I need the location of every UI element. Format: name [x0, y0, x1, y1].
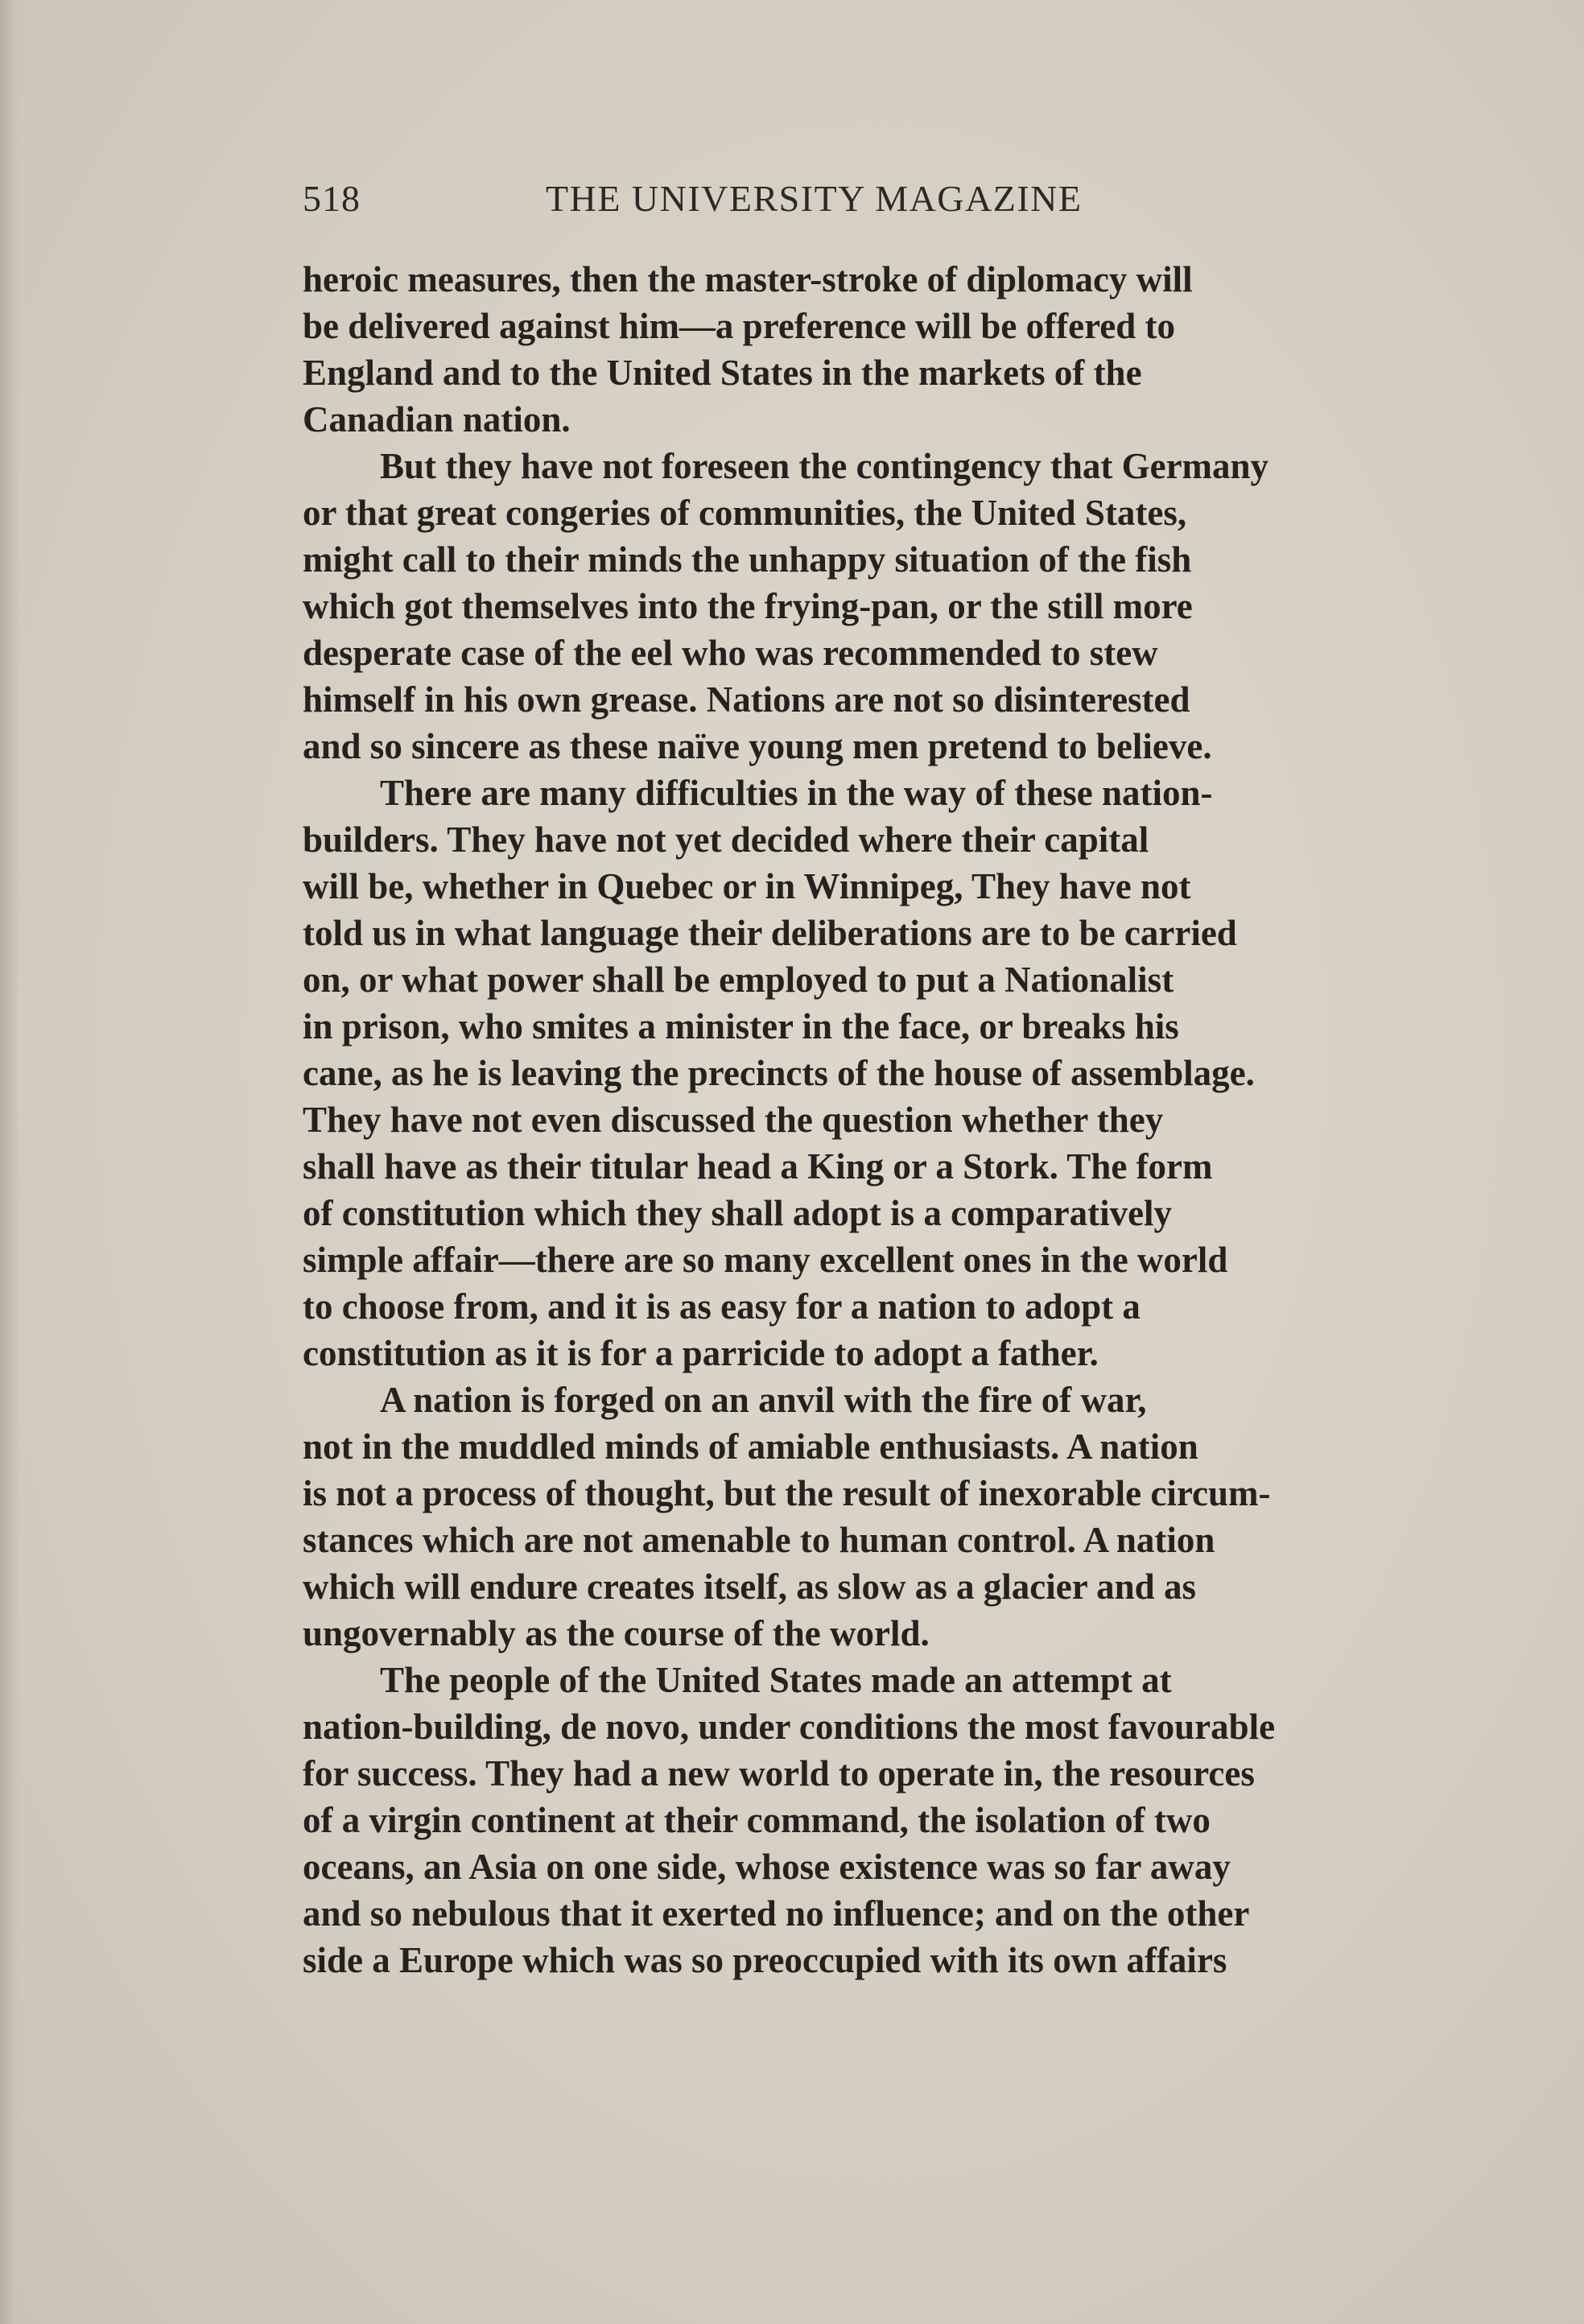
text-line: nation-building, de novo, under conditions the most favourable	[303, 1707, 1276, 1747]
paragraph-first-line: But they have not foreseen the contingency that Germany	[380, 446, 1269, 486]
page-number: 518	[303, 178, 361, 219]
text-line: will be, whether in Quebec or in Winnipeg, They have not	[303, 866, 1191, 906]
text-line: heroic measures, then the master-stroke of diplomacy will	[303, 259, 1193, 299]
text-line: Canadian nation.	[303, 399, 571, 440]
text-line: desperate case of the eel who was recommended to stew	[303, 633, 1158, 673]
text-line: told us in what language their deliberations are to be carried	[303, 913, 1237, 953]
text-line: constitution as it is for a parricide to adopt a father.	[303, 1333, 1099, 1373]
text-line: be delivered against him—a preference will be offered to	[303, 306, 1175, 346]
text-line: of a virgin continent at their command, the isolation of two	[303, 1800, 1211, 1840]
text-line: cane, as he is leaving the precincts of the house of assemblage.	[303, 1053, 1255, 1093]
paragraph-first-line: The people of the United States made an attempt at	[380, 1660, 1172, 1700]
text-line: which will endure creates itself, as slow as a glacier and as	[303, 1567, 1196, 1607]
running-title: THE UNIVERSITY MAGAZINE	[546, 178, 1083, 219]
text-line: or that great congeries of communities, the United States,	[303, 493, 1187, 533]
running-header	[303, 177, 1429, 225]
text-line: simple affair—there are so many excellent ones in the world	[303, 1240, 1228, 1280]
page-gutter-shadow	[0, 0, 19, 2324]
text-line: shall have as their titular head a King or a Stork. The form	[303, 1146, 1213, 1187]
text-line: side a Europe which was so preoccupied with its own affairs	[303, 1940, 1227, 1980]
text-line: England and to the United States in the markets of the	[303, 353, 1142, 393]
text-line: not in the muddled minds of amiable enthusiasts. A nation	[303, 1426, 1198, 1467]
text-line: might call to their minds the unhappy situation of the fish	[303, 539, 1192, 580]
text-line: on, or what power shall be employed to put a Nationalist	[303, 960, 1174, 1000]
text-line: of constitution which they shall adopt is a comparatively	[303, 1193, 1173, 1233]
text-line: ungovernably as the course of the world.	[303, 1613, 930, 1653]
text-line: stances which are not amenable to human control. A nation	[303, 1520, 1215, 1560]
text-line: is not a process of thought, but the result of inexorable circum-	[303, 1473, 1271, 1513]
text-line: which got themselves into the frying-pan, or the still more	[303, 586, 1193, 626]
paragraph-first-line: A nation is forged on an anvil with the fire of war,	[380, 1380, 1147, 1420]
text-line: builders. They have not yet decided where their capital	[303, 819, 1149, 860]
text-line: oceans, an Asia on one side, whose existence was so far away	[303, 1847, 1231, 1887]
text-line: and so sincere as these naïve young men pretend to believe.	[303, 726, 1212, 766]
text-line: to choose from, and it is as easy for a nation to adopt a	[303, 1286, 1141, 1327]
text-line: for success. They had a new world to operate in, the resources	[303, 1753, 1255, 1794]
paragraph-first-line: There are many difficulties in the way of these nation-	[380, 773, 1213, 813]
text-line: and so nebulous that it exerted no influence; and on the other	[303, 1893, 1250, 1934]
text-line: They have not even discussed the question whether they	[303, 1100, 1164, 1140]
text-line: himself in his own grease. Nations are not so disinterested	[303, 679, 1190, 720]
text-line: in prison, who smites a minister in the face, or breaks his	[303, 1006, 1179, 1046]
